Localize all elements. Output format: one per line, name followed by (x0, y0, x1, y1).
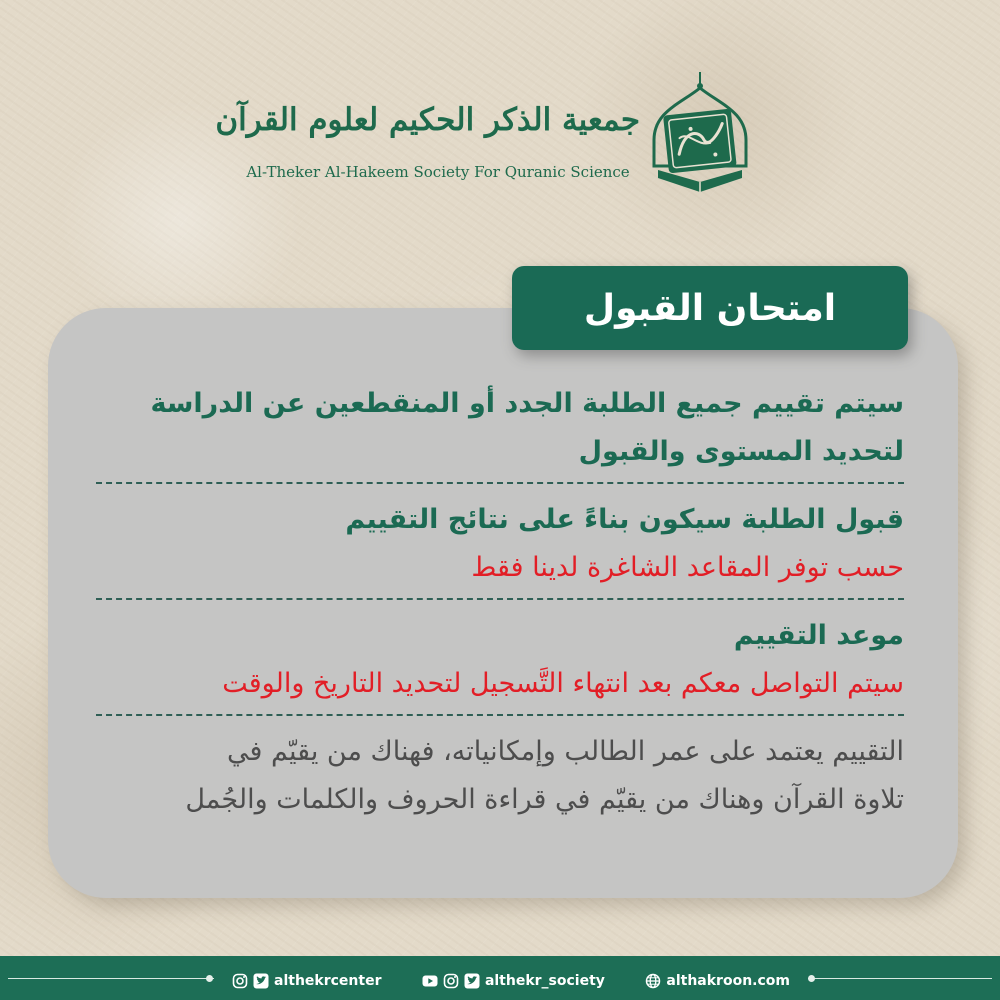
social-account-althekr-society[interactable] (422, 973, 605, 989)
dashed-divider (96, 482, 904, 484)
section-acceptance (96, 496, 904, 592)
instagram-icon[interactable] (232, 973, 248, 989)
footer-rule-right (808, 978, 992, 979)
dashed-divider (96, 598, 904, 600)
section-schedule (96, 612, 904, 708)
social-links-bar (222, 966, 800, 996)
schedule-heading: موعد التقييم (733, 620, 904, 651)
section-intro (96, 380, 904, 476)
card-title: امتحان القبول (583, 287, 837, 329)
instagram-icon[interactable] (443, 973, 459, 989)
section-evaluation-details (96, 728, 904, 824)
details-line-2: تلاوة القرآن وهناك من يقيّم في قراءة الحروف والكلمات والجُمل (185, 784, 904, 815)
twitter-icon[interactable] (253, 973, 269, 989)
handle-althekrcenter[interactable]: althekrcenter (274, 973, 382, 989)
globe-icon[interactable] (645, 973, 661, 989)
society-emblem-logo (640, 70, 760, 200)
dashed-divider (96, 714, 904, 716)
acceptance-heading: قبول الطلبة سيكون بناءً على نتائج التقييم (345, 504, 904, 535)
details-line-1: التقييم يعتمد على عمر الطالب وإمكانياته، فهناك من يقيّم في (227, 736, 904, 767)
card-content (96, 380, 904, 824)
youtube-icon[interactable] (422, 973, 438, 989)
society-english-name: Al-Theker Al-Hakeem Society For Quranic Science (246, 163, 630, 181)
intro-line-2: لتحديد المستوى والقبول (578, 436, 904, 467)
social-account-althekrcenter[interactable] (232, 973, 381, 989)
footer-rule-left (8, 978, 214, 979)
footer-dot-right (808, 975, 815, 982)
intro-line-1: سيتم تقييم جميع الطلبة الجدد أو المنقطعين عن الدراسة (150, 388, 904, 419)
handle-althekr-society[interactable]: althekr_society (484, 973, 605, 989)
twitter-icon[interactable] (464, 973, 480, 989)
website-link[interactable] (645, 973, 790, 989)
title-tab (512, 266, 908, 350)
society-arabic-name: جمعية الذكر الحكيم لعلوم القرآن (215, 102, 640, 138)
acceptance-note: حسب توفر المقاعد الشاغرة لدينا فقط (471, 552, 904, 583)
website-url[interactable]: althakroon.com (666, 973, 790, 989)
footer-dot-left (206, 975, 213, 982)
schedule-note: سيتم التواصل معكم بعد انتهاء التَّسجيل لتحديد التاريخ والوقت (222, 668, 904, 699)
